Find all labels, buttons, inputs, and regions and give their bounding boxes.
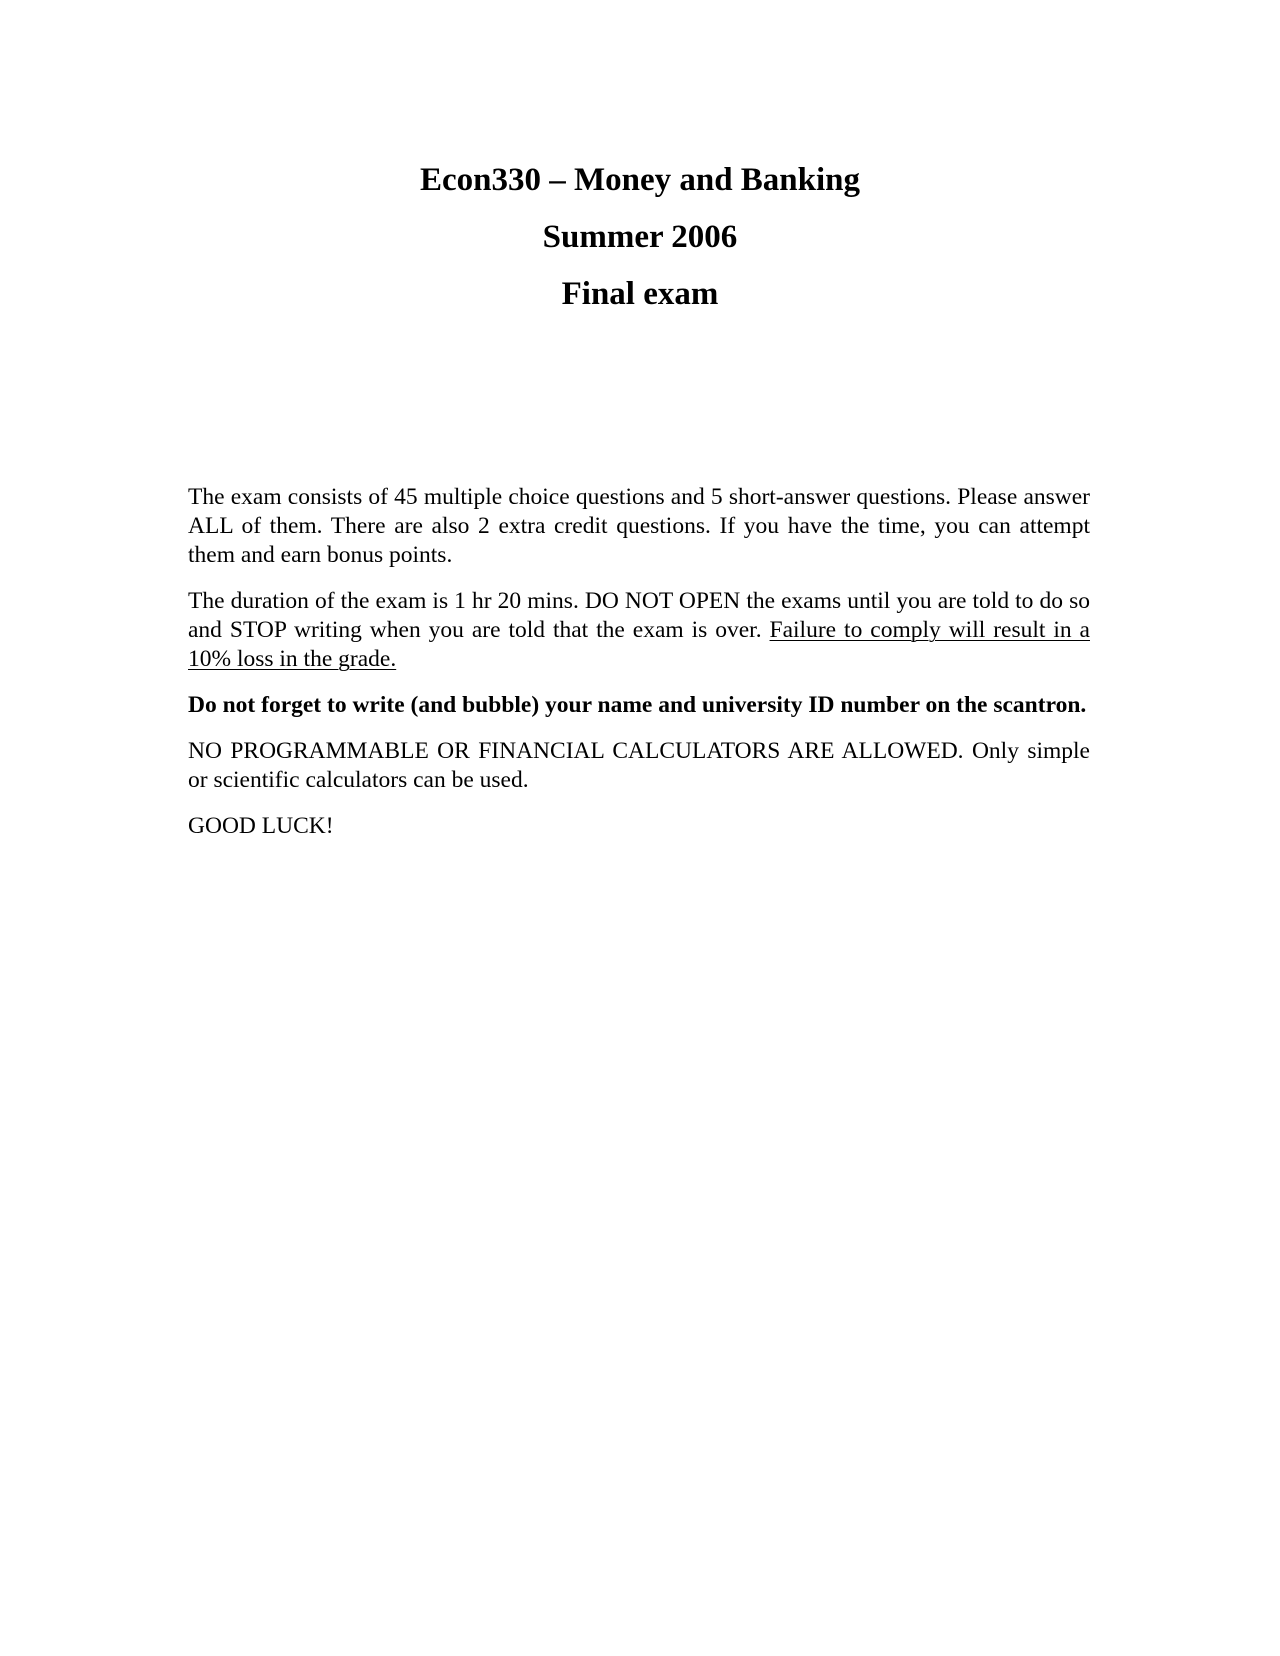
duration-text: The duration of the exam is 1 hr 20 mins. DO NOT OPEN the exams until you are told to do so and STOP writing when you are told that the exam is over.: [188, 588, 1090, 643]
instructions-block: [188, 483, 1090, 858]
course-title: Econ330 – Money and Banking: [419, 162, 861, 198]
instruction-duration: [188, 587, 1090, 674]
title-block: [0, 162, 1280, 333]
instruction-questions: The exam consists of 45 multiple choice questions and 5 short-answer questions. Please answer ALL of them. There are also 2 extra credit questions. If you have the time, you can attempt them and earn bonus points.: [188, 484, 1090, 568]
instruction-calculators: NO PROGRAMMABLE OR FINANCIAL CALCULATORS ARE ALLOWED. Only simple or scientific calculators can be used.: [188, 738, 1090, 793]
instruction-scantron: Do not forget to write (and bubble) your name and university ID number on the scantron.: [188, 692, 1087, 718]
good-luck: GOOD LUCK!: [188, 813, 334, 839]
exam-title: Final exam: [561, 276, 719, 312]
term-title: Summer 2006: [542, 219, 738, 255]
penalty-warning: Failure to comply will result in a 10% loss in the grade.: [188, 617, 1090, 672]
